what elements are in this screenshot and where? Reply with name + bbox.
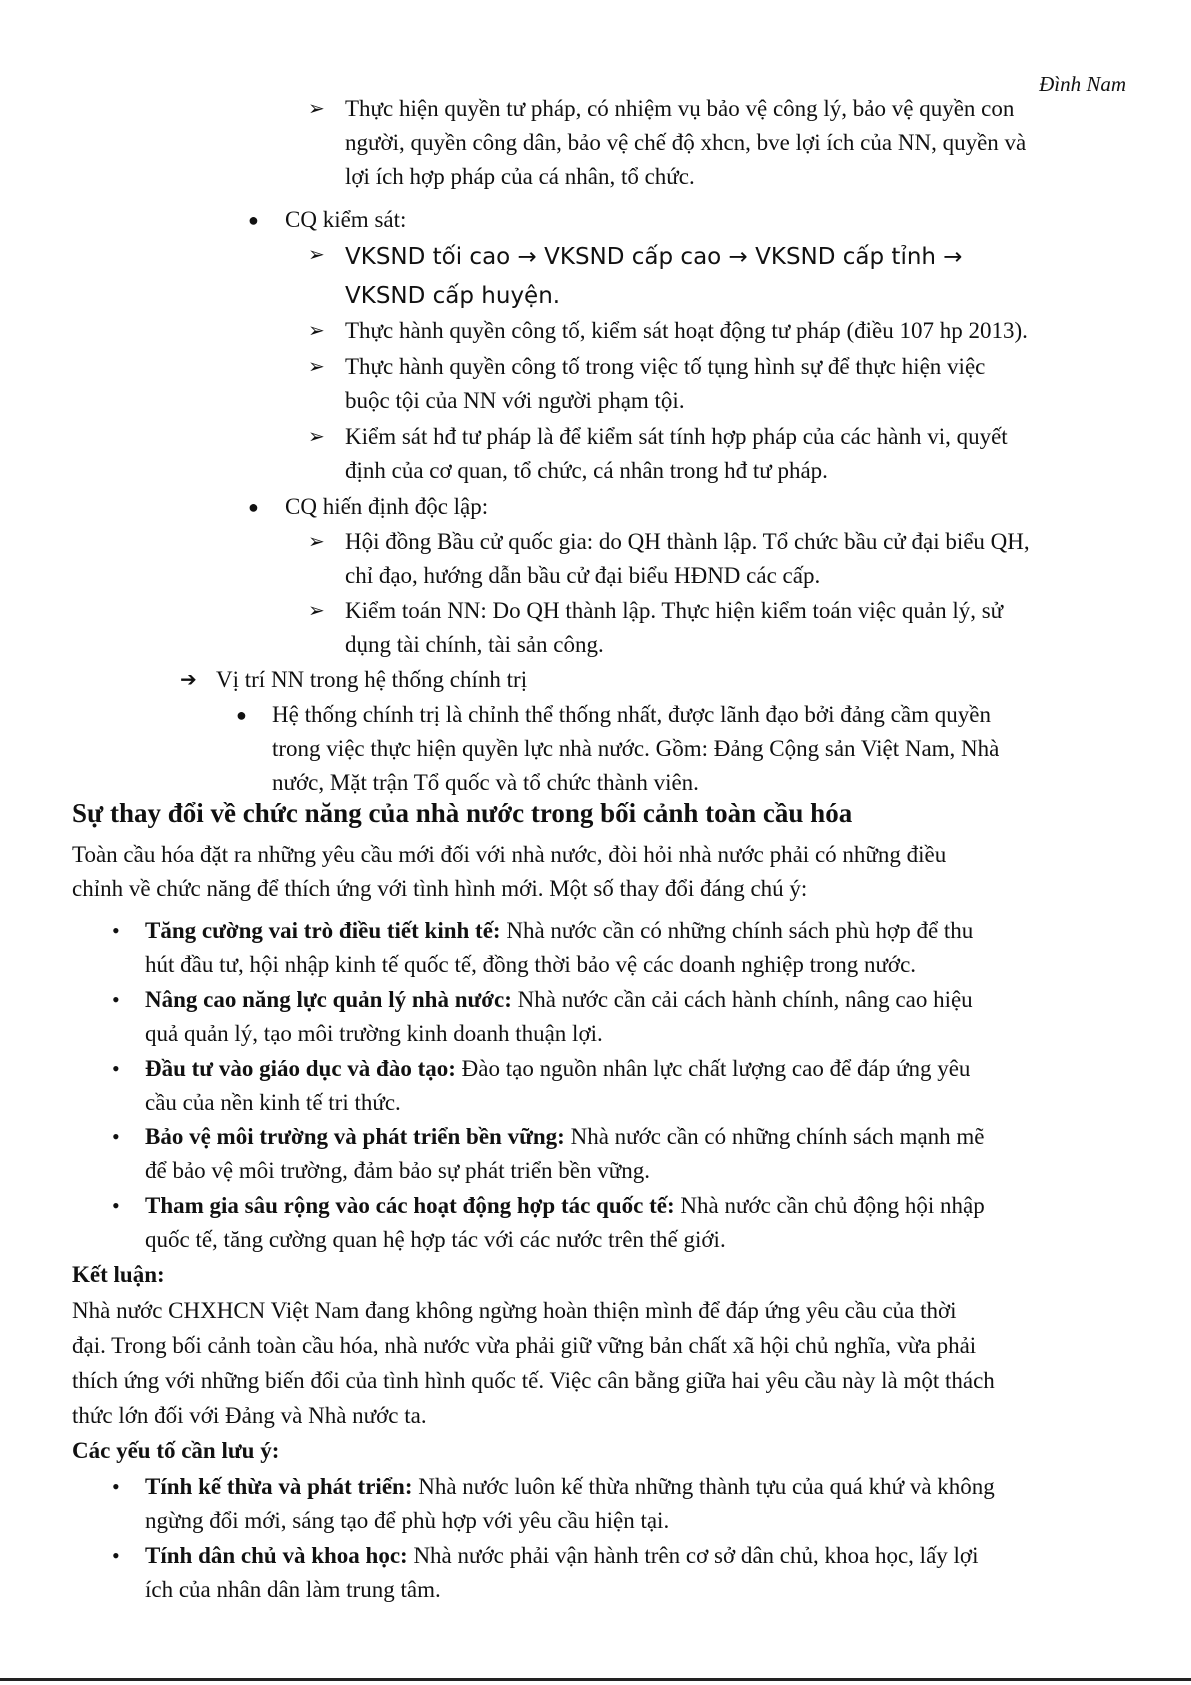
list-item-label: Tham gia sâu rộng vào các hoạt động hợp tác quốc tế:: [145, 1193, 675, 1218]
kiem-sat-heading: CQ kiểm sát:: [285, 207, 407, 232]
vksnd-hierarchy-line: VKSND tối cao → VKSND cấp cao → VKSND cấp tỉnh →: [345, 244, 963, 270]
bottom-rule: [0, 1678, 1191, 1681]
list-item: [145, 914, 973, 948]
hien-dinh-heading: CQ hiến định độc lập:: [285, 494, 489, 519]
disc-bullet-icon: •: [112, 1124, 120, 1149]
arrowhead-bullet-icon: ➢: [308, 531, 325, 553]
right-arrow-icon: ➔: [180, 669, 197, 691]
disc-bullet-icon: •: [112, 1543, 120, 1568]
list-item-text: Nhà nước cần chủ động hội nhập: [674, 1193, 985, 1218]
text-line: quốc tế, tăng cường quan hệ hợp tác với các nước trên thế giới.: [145, 1227, 726, 1252]
disc-bullet-icon: •: [112, 1474, 120, 1499]
list-item-text: Nhà nước cần có những chính sách mạnh mẽ: [564, 1124, 985, 1149]
text-line: Kiểm toán NN: Do QH thành lập. Thực hiện kiểm toán việc quản lý, sử: [345, 598, 1004, 623]
list-item: [145, 1189, 985, 1223]
list-item-label: Nâng cao năng lực quản lý nhà nước:: [145, 987, 512, 1012]
list-item: [145, 1470, 995, 1504]
list-item-text: Nhà nước cần cải cách hành chính, nâng cao hiệu: [511, 987, 973, 1012]
list-item: [145, 1539, 978, 1573]
text-line: lợi ích hợp pháp của cá nhân, tổ chức.: [345, 164, 695, 189]
text-line: Nhà nước CHXHCN Việt Nam đang không ngừng hoàn thiện mình để đáp ứng yêu cầu của thời: [72, 1298, 957, 1323]
list-item-label: Bảo vệ môi trường và phát triển bền vững:: [145, 1124, 565, 1149]
text-line: Kiểm sát hđ tư pháp là để kiểm sát tính hợp pháp của các hành vi, quyết: [345, 424, 1008, 449]
text-line: Thực hiện quyền tư pháp, có nhiệm vụ bảo vệ công lý, bảo vệ quyền con: [345, 96, 1015, 121]
text-line: Hệ thống chính trị là chỉnh thể thống nhất, được lãnh đạo bởi đảng cầm quyền: [272, 702, 991, 727]
list-item: [145, 1120, 985, 1154]
vksnd-hierarchy-line: VKSND cấp huyện.: [345, 283, 561, 309]
text-line: chỉnh về chức năng để thích ứng với tình hình mới. Một số thay đổi đáng chú ý:: [72, 876, 808, 901]
arrowhead-bullet-icon: ➢: [308, 98, 325, 120]
dot-bullet-icon: ●: [236, 705, 247, 725]
list-item-text: Đào tạo nguồn nhân lực chất lượng cao để đáp ứng yêu: [455, 1056, 971, 1081]
text-line: quả quản lý, tạo môi trường kinh doanh thuận lợi.: [145, 1021, 603, 1046]
list-item-label: Tăng cường vai trò điều tiết kinh tế:: [145, 918, 501, 943]
text-line: buộc tội của NN với người phạm tội.: [345, 388, 685, 413]
text-line: dụng tài chính, tài sản công.: [345, 632, 604, 657]
text-line: chỉ đạo, hướng dẫn bầu cử đại biểu HĐND các cấp.: [345, 563, 821, 588]
vi-tri-heading: Vị trí NN trong hệ thống chính trị: [216, 667, 528, 692]
list-item-text: Nhà nước cần có những chính sách phù hợp để thu: [500, 918, 974, 943]
text-line: thức lớn đối với Đảng và Nhà nước ta.: [72, 1403, 427, 1428]
factors-heading: Các yếu tố cần lưu ý:: [72, 1438, 280, 1463]
text-line: hút đầu tư, hội nhập kinh tế quốc tế, đồng thời bảo vệ các doanh nghiệp trong nước.: [145, 952, 917, 977]
text-line: Thực hành quyền công tố, kiểm sát hoạt động tư pháp (điều 107 hp 2013).: [345, 318, 1028, 343]
text-line: người, quyền công dân, bảo vệ chế độ xhcn, bve lợi ích của NN, quyền và: [345, 130, 1027, 155]
conclusion-heading: Kết luận:: [72, 1262, 165, 1287]
list-item-text: Nhà nước phải vận hành trên cơ sở dân chủ, khoa học, lấy lợi: [407, 1543, 979, 1568]
list-item-label: Tính kế thừa và phát triển:: [145, 1474, 413, 1499]
list-item-label: Đầu tư vào giáo dục và đào tạo:: [145, 1056, 456, 1081]
disc-bullet-icon: •: [112, 1193, 120, 1218]
text-line: trong việc thực hiện quyền lực nhà nước. Gồm: Đảng Cộng sản Việt Nam, Nhà: [272, 736, 1000, 761]
text-line: đại. Trong bối cảnh toàn cầu hóa, nhà nước vừa phải giữ vững bản chất xã hội chủ nghĩa, vừa phải: [72, 1333, 977, 1358]
text-line: cầu của nền kinh tế tri thức.: [145, 1090, 401, 1115]
list-item: [145, 983, 973, 1017]
text-line: để bảo vệ môi trường, đảm bảo sự phát triển bền vững.: [145, 1158, 650, 1183]
text-line: nước, Mặt trận Tổ quốc và tổ chức thành viên.: [272, 770, 699, 795]
list-item-label: Tính dân chủ và khoa học:: [145, 1543, 408, 1568]
text-line: Toàn cầu hóa đặt ra những yêu cầu mới đối với nhà nước, đòi hỏi nhà nước phải có những điều: [72, 842, 947, 867]
arrowhead-bullet-icon: ➢: [308, 356, 325, 378]
list-item-text: Nhà nước luôn kế thừa những thành tựu của quá khứ và không: [412, 1474, 995, 1499]
text-line: ích của nhân dân làm trung tâm.: [145, 1577, 441, 1602]
text-line: Hội đồng Bầu cử quốc gia: do QH thành lập. Tổ chức bầu cử đại biểu QH,: [345, 529, 1030, 554]
arrowhead-bullet-icon: ➢: [308, 320, 325, 342]
text-line: thích ứng với những biến đổi của tình hình quốc tế. Việc cân bằng giữa hai yêu cầu này là một thách: [72, 1368, 995, 1393]
disc-bullet-icon: •: [112, 918, 120, 943]
arrowhead-bullet-icon: ➢: [308, 244, 325, 266]
list-item: [145, 1052, 970, 1086]
arrowhead-bullet-icon: ➢: [308, 600, 325, 622]
section-title: Sự thay đổi về chức năng của nhà nước trong bối cảnh toàn cầu hóa: [72, 798, 853, 828]
header-author: Đình Nam: [1039, 72, 1126, 96]
text-line: ngừng đổi mới, sáng tạo để phù hợp với yêu cầu hiện tại.: [145, 1508, 670, 1533]
arrowhead-bullet-icon: ➢: [308, 426, 325, 448]
dot-bullet-icon: ●: [248, 210, 259, 230]
dot-bullet-icon: ●: [248, 497, 259, 517]
disc-bullet-icon: •: [112, 1056, 120, 1081]
text-line: Thực hành quyền công tố trong việc tố tụng hình sự để thực hiện việc: [345, 354, 986, 379]
disc-bullet-icon: •: [112, 987, 120, 1012]
text-line: định của cơ quan, tổ chức, cá nhân trong hđ tư pháp.: [345, 458, 828, 483]
